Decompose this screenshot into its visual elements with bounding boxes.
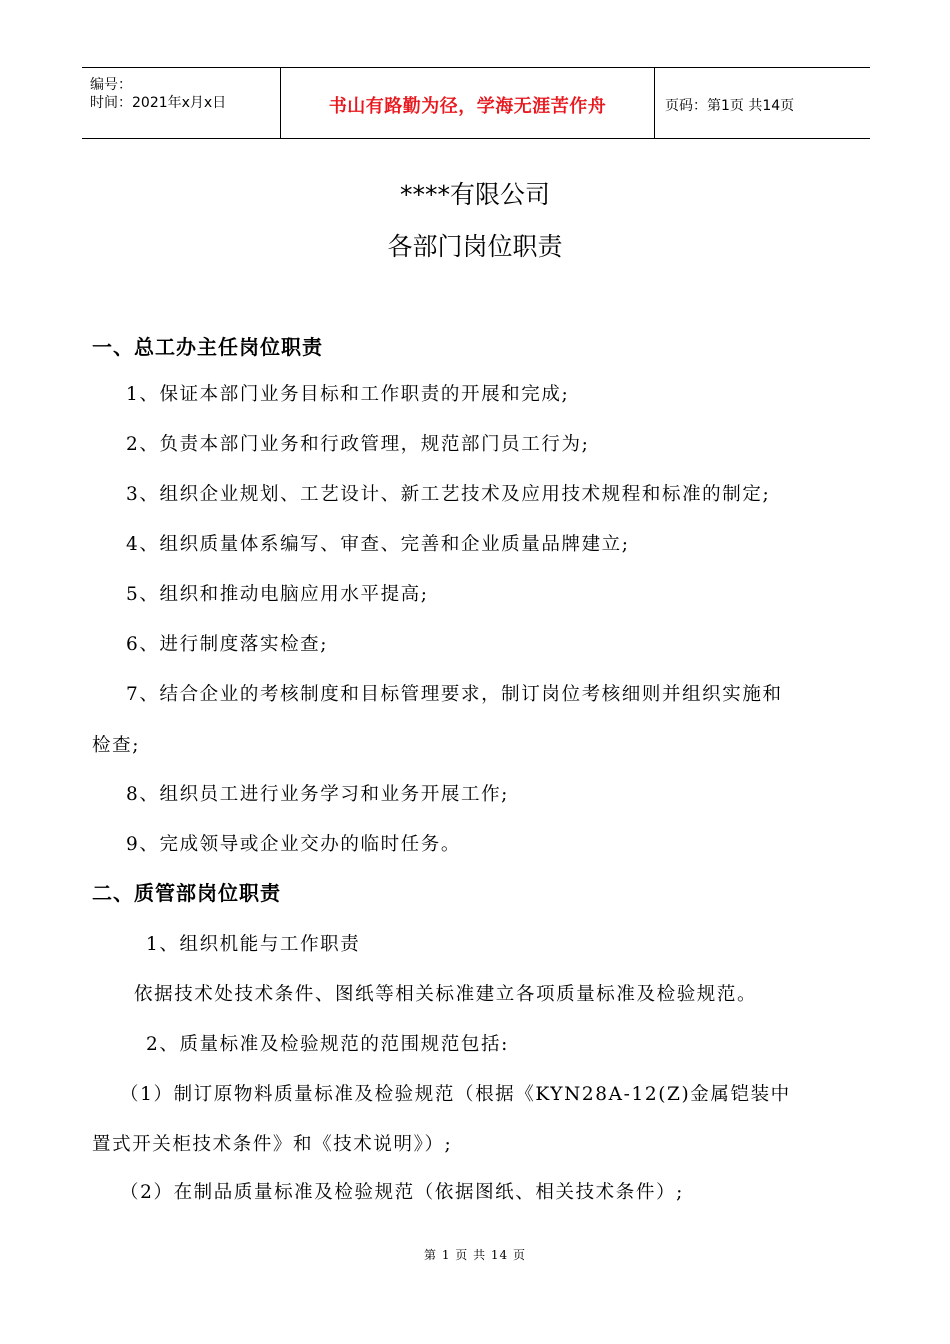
motto-text: 书山有路勤为径，学海无涯苦作舟 bbox=[328, 96, 607, 117]
paragraph-line: （1）制订原物料质量标准及检验规范（根据《KYN28A-12(Z)金属铠装中 bbox=[120, 1084, 791, 1105]
header-motto-cell bbox=[280, 68, 655, 138]
page-header bbox=[82, 67, 870, 139]
paragraph-line: 置式开关柜技术条件》和《技术说明》）; bbox=[92, 1134, 453, 1155]
number-label: 编号： bbox=[90, 77, 132, 93]
page-footer: 第 1 页 共 14 页 bbox=[424, 1248, 526, 1262]
time-label: 时间：2021年x月x日 bbox=[90, 95, 227, 111]
paragraph-line: 2、质量标准及检验规范的范围规范包括: bbox=[146, 1034, 509, 1055]
section-1-heading: 一、总工办主任岗位职责 bbox=[92, 335, 323, 359]
header-meta bbox=[82, 68, 280, 138]
list-item: 6、进行制度落实检查; bbox=[126, 634, 329, 655]
list-item: 5、组织和推动电脑应用水平提高; bbox=[126, 584, 429, 605]
list-item: 7、结合企业的考核制度和目标管理要求，制订岗位考核细则并组织实施和 bbox=[126, 684, 783, 705]
paragraph-line: 1、组织机能与工作职责 bbox=[146, 934, 361, 955]
section-2-heading: 二、质管部岗位职责 bbox=[92, 881, 281, 905]
list-item: 1、保证本部门业务目标和工作职责的开展和完成; bbox=[126, 384, 570, 405]
list-item: 9、完成领导或企业交办的临时任务。 bbox=[126, 834, 461, 855]
company-title: ****有限公司 bbox=[399, 180, 550, 209]
page-info: 页码：第1页 共14页 bbox=[665, 98, 795, 114]
list-item: 4、组织质量体系编写、审查、完善和企业质量品牌建立; bbox=[126, 534, 630, 555]
document-title: 各部门岗位职责 bbox=[387, 232, 563, 261]
list-item: 3、组织企业规划、工艺设计、新工艺技术及应用技术规程和标准的制定; bbox=[126, 484, 771, 505]
paragraph-line: （2）在制品质量标准及检验规范（依据图纸、相关技术条件）; bbox=[120, 1182, 684, 1203]
list-item: 8、组织员工进行业务学习和业务开展工作; bbox=[126, 784, 510, 805]
list-item-continuation: 检查; bbox=[92, 735, 141, 756]
header-page-cell bbox=[655, 68, 870, 138]
list-item: 2、负责本部门业务和行政管理，规范部门员工行为; bbox=[126, 434, 590, 455]
paragraph-line: 依据技术处技术条件、图纸等相关标准建立各项质量标准及检验规范。 bbox=[134, 984, 758, 1005]
